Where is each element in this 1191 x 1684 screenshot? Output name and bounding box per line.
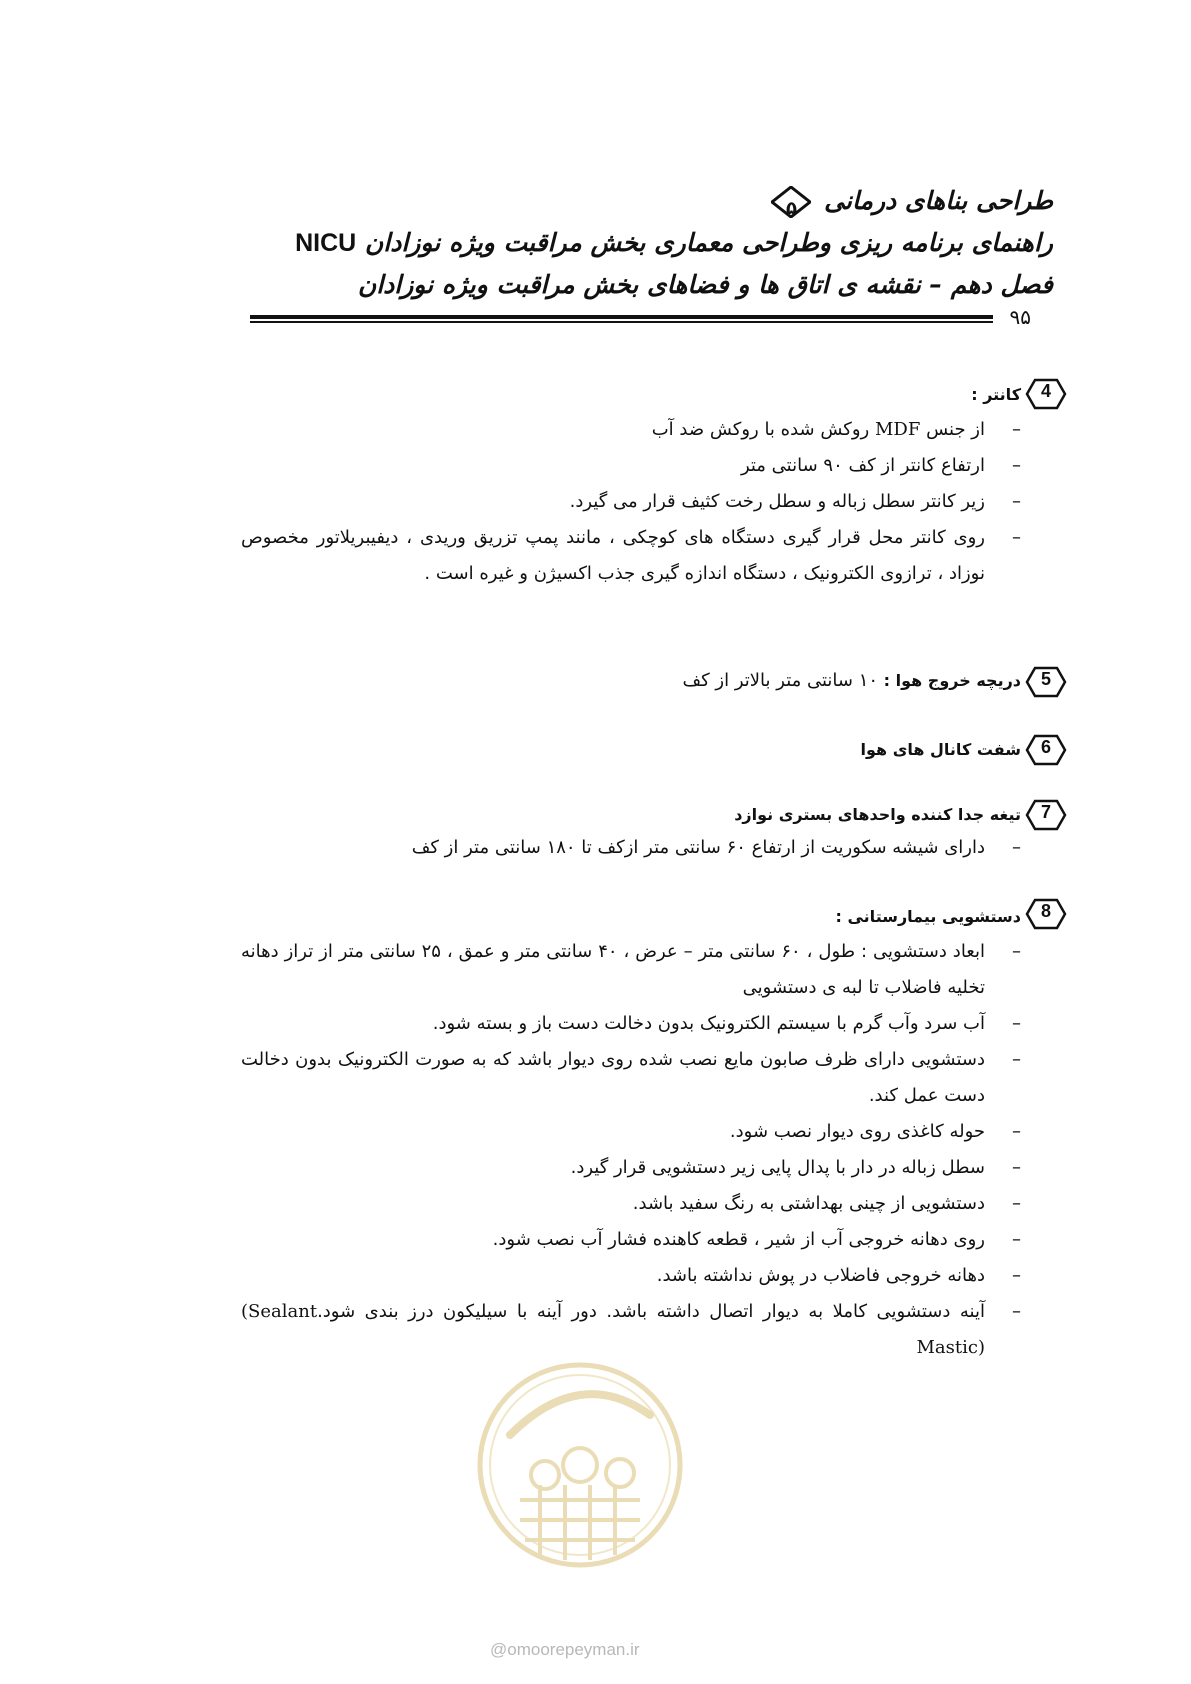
list-item: – دهانه خروجی فاضلاب در پوش نداشته باشد.	[656, 1265, 1021, 1286]
watermark-url: @omoorepeyman.ir	[490, 1640, 640, 1659]
section-6-marker: 6	[1025, 734, 1067, 766]
section-8-list	[241, 934, 1021, 1366]
header-line-1	[213, 180, 1053, 222]
section-4-marker: 4	[1025, 378, 1067, 410]
section-5-marker: 5	[1025, 666, 1067, 698]
book-number: ۵	[785, 198, 797, 219]
section-5-text: ۱۰ سانتی متر بالاتر از کف	[682, 670, 879, 691]
section-4-title: کانتر :	[971, 385, 1021, 404]
list-item: – زیر کانتر سطل زباله و سطل رخت کثیف قرار می گیرد.	[569, 491, 1021, 512]
list-item: – حوله کاغذی روی دیوار نصب شود.	[729, 1121, 1021, 1142]
section-7-title: تیغه جدا کننده واحدهای بستری نوازد	[734, 805, 1021, 824]
list-item: – روی کانتر محل قرار گیری دستگاه های کوچکی ، مانند پمپ تزریق وریدی ، دیفیبریلاتور مخصوص نوزاد ، ترازوی الکترونیک ، دستگاه اندازه گیری جذب اکسیژن و غیره است .	[241, 527, 1021, 584]
book-series-title: طراحی بناهای درمانی	[824, 186, 1053, 215]
list-item: – سطل زباله در دار با پدال پایی زیر دستشویی قرار گیرد.	[570, 1157, 1021, 1178]
watermark-logo	[470, 1325, 690, 1595]
chapter-title: فصل دهم – نقشه ی اتاق ها و فضاهای بخش مراقبت ویژه نوزادان	[357, 270, 1053, 299]
section-5-title: دریچه خروج هوا : ۱۰ سانتی متر بالاتر از کف	[682, 670, 1021, 691]
section-4-list	[241, 412, 1021, 592]
section-8-marker: 8	[1025, 898, 1067, 930]
list-item: – دستشویی دارای ظرف صابون مایع نصب شده روی دیوار باشد که به صورت الکترونیک بدون دخالت دست عمل کند.	[241, 1049, 1021, 1106]
page-number: ۹۵	[1009, 305, 1031, 329]
book-subtitle: راهنمای برنامه ریزی وطراحی معماری بخش مراقبت ویژه نوزادان	[364, 228, 1053, 257]
list-item: – از جنس MDF روکش شده با روکش ضد آب	[651, 419, 1021, 440]
nicu-acronym: NICU	[295, 229, 357, 257]
header-line-2	[213, 222, 1053, 264]
section-6-title: شفت کانال های هوا	[860, 740, 1021, 759]
list-item: – آب سرد وآب گرم با سیستم الکترونیک بدون دخالت دست باز و بسته شود.	[432, 1013, 1021, 1034]
book-number-badge	[771, 186, 811, 218]
list-item: – دستشویی از چینی بهداشتی به رنگ سفید باشد.	[632, 1193, 1021, 1214]
section-7-marker: 7	[1025, 799, 1067, 831]
list-item: – دارای شیشه سکوریت از ارتفاع ۶۰ سانتی متر ازکف تا ۱۸۰ سانتی متر از کف	[411, 837, 1021, 858]
section-7-list	[241, 830, 1021, 866]
list-item: – ابعاد دستشویی : طول ، ۶۰ سانتی متر – عرض ، ۴۰ سانتی متر و عمق ، ۲۵ سانتی متر از تراز دهانه تخلیه فاضلاب تا لبه ی دستشویی	[241, 941, 1021, 998]
header-rule-thin	[250, 321, 993, 323]
list-item: – روی دهانه خروجی آب از شیر ، قطعه کاهنده فشار آب نصب شود.	[492, 1229, 1021, 1250]
section-8-title: دستشویی بیمارستانی :	[835, 907, 1021, 926]
header-rule-thick	[250, 315, 993, 319]
page-header	[213, 180, 1053, 306]
list-item: – آینه دستشویی کاملا به دیوار اتصال داشته باشد. دور آینه با سیلیکون درز بندی شود.(Sealant Mastic)	[241, 1301, 1021, 1358]
list-item: – ارتفاع کانتر از کف ۹۰ سانتی متر	[740, 455, 1021, 476]
